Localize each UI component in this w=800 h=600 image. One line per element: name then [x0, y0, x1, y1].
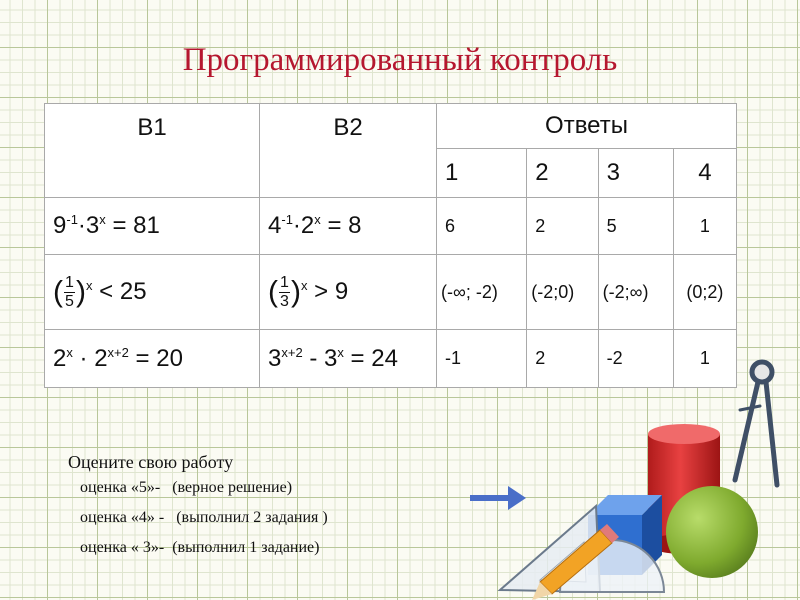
answer-1-2: 2	[527, 198, 598, 255]
answer-2-4: (0;2)	[673, 255, 736, 330]
right-arrow-icon	[470, 486, 526, 510]
answer-3-1: -1	[437, 330, 527, 388]
header-b2: В2	[260, 104, 437, 198]
grade-5-line: оценка «5»- (верное решение)	[80, 479, 293, 496]
header-answers: Ответы	[437, 104, 737, 149]
answer-1-1: 6	[437, 198, 527, 255]
answer-1-3: 5	[598, 198, 673, 255]
task-b2-2: ( $\frac{1}{3}$ )$^x$ > 9	[260, 255, 437, 330]
task-b2-3: $3^{x+2} - 3^x = 24$	[260, 330, 437, 388]
task-b1-1: $9^{-1}\cdot 3^x = 81$	[45, 198, 260, 255]
sphere-icon	[666, 486, 758, 578]
grade-3-line: оценка « 3»- (выполнил 1 задание)	[80, 539, 320, 556]
grading-heading: Оцените свою работу	[68, 452, 234, 472]
task-b1-2: ( $\frac{1}{5}$ )$^x$ < 25	[45, 255, 260, 330]
answer-1-4: 1	[673, 198, 736, 255]
answer-number-4: 4	[673, 149, 736, 198]
answer-number-1: 1	[437, 149, 527, 198]
answer-2-3: (-2;∞)	[598, 255, 673, 330]
answer-3-3: -2	[598, 330, 673, 388]
compass-icon	[735, 362, 777, 485]
answer-number-3: 3	[598, 149, 673, 198]
answer-2-1: (-∞; -2)	[437, 255, 527, 330]
answer-3-4: 1	[673, 330, 736, 388]
answer-2-2: (-2;0)	[527, 255, 598, 330]
grade-4-line: оценка «4» - (выполнил 2 задания )	[80, 509, 328, 526]
task-b1-3: $2^x \cdot 2^{x+2} = 20$	[45, 330, 260, 388]
header-b1: В1	[45, 104, 260, 198]
answer-number-2: 2	[527, 149, 598, 198]
task-b2-1: $4^{-1}\cdot 2^x = 8$	[260, 198, 437, 255]
page-title: Программированный контроль	[182, 42, 618, 78]
answer-3-2: 2	[527, 330, 598, 388]
